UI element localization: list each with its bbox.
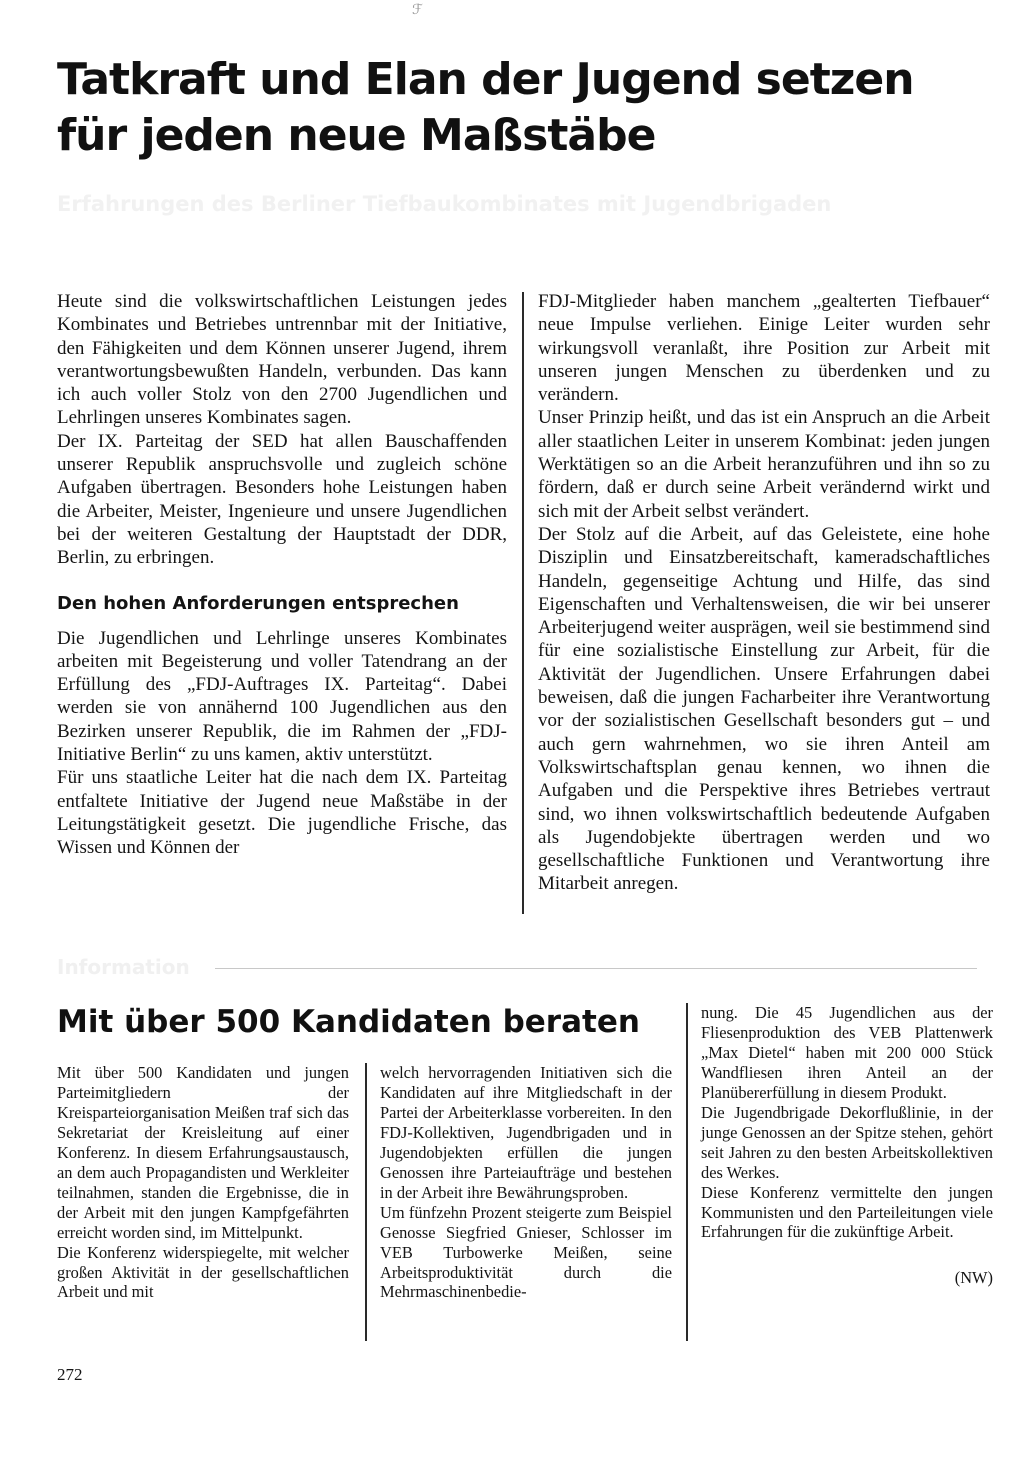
author-signature: (NW) (954, 1268, 993, 1288)
faded-section-label: Information (57, 955, 190, 979)
column-divider (365, 1063, 367, 1341)
paragraph: Für uns staatliche Leiter hat die nach dem IX. Parteitag entfaltete Initiative der Jugend neue Maßstäbe in der Leitungstätigkeit gesetzt. Die jugendliche Frische, das Wissen und Können der (57, 767, 507, 859)
page-number: 272 (57, 1365, 83, 1384)
faded-subtitle: Erfahrungen des Berliner Tiefbaukombinates mit Jugendbrigaden (57, 192, 832, 216)
paragraph: welch hervorragenden Initiativen sich die Kandidaten auf ihre Mitgliedschaft in der Partei der Arbeiterklasse vorbereiten. In den FDJ-Kollektiven, Jugendbrigaden und in Jugendobjekten erfüllen die jungen Genossen ihre Parteiaufträge und bestehen in der Arbeit ihre Bewährungsproben. (380, 1063, 672, 1202)
paragraph: Diese Konferenz vermittelte den jungen Kommunisten und den Parteileitungen viele Erfahrungen für die zukünftige Arbeit. (701, 1182, 993, 1242)
column-divider (686, 1003, 688, 1341)
paragraph: Heute sind die volkswirtschaftlichen Leistungen jedes Kombinates und Betriebes untrennbar mit der Initiative, den Fähigkeiten und dem Können unserer Jugend, ihrem verantwortungsbewußten Handeln, verbunden. Das kann ich auch voller Stolz von den 2700 Jugendlichen und Lehrlingen unseres Kombinates sagen. (57, 291, 507, 429)
paragraph: Die Konferenz widerspiegelte, mit welcher großen Aktivität in der gesellschaftlichen Arbeit und mit (57, 1242, 349, 1302)
section-subheading: Den hohen Anforderungen entsprechen (57, 592, 459, 614)
news-column-1 (57, 1063, 349, 1302)
news-column-2 (380, 1063, 672, 1302)
paragraph: nung. Die 45 Jugendlichen aus der Fliesenproduktion des VEB Plattenwerk „Max Dietel“ haben mit 200 000 Stück Wandfliesen ihren Anteil an der Planübererfüllung in diesem Produkt. (701, 1003, 993, 1102)
news-column-3 (701, 1003, 993, 1288)
ink-mark: ℱ (412, 2, 424, 18)
column-divider (522, 292, 524, 914)
article-column-left (57, 290, 507, 860)
article-headline: Tatkraft und Elan der Jugend setzen für jeden neue Maßstäbe (57, 54, 914, 161)
section-divider (215, 968, 977, 969)
paragraph: Der IX. Parteitag der SED hat allen Bauschaffenden unserer Republik anspruchsvolle und zugleich schöne Aufgaben übertragen. Besonders hohe Leistungen haben die Arbeiter, Meister, Ingenieure und unsere Jugendlichen bei der weiteren Gestaltung der Hauptstadt der DDR, Berlin, zu erbringen. (57, 430, 507, 569)
paragraph: Die Jugendlichen und Lehrlinge unseres Kombinates arbeiten mit Begeisterung und voller Tatendrang an der Erfüllung des „FDJ-Auftrages IX. Parteitag“. Dabei werden sie von annähernd 100 Jugendlichen aus den Bezirken unserer Republik, die im Rahmen der „FDJ-Initiative Berlin“ zu uns kamen, aktiv unterstützt. (57, 627, 507, 766)
news-headline: Mit über 500 Kandidaten beraten (57, 1004, 640, 1040)
paragraph: Unser Prinzip heißt, und das ist ein Anspruch an die Arbeit aller staatlichen Leiter in unserem Kombinat: jeden jungen Werktätigen so an die Arbeit heranzuführen und ihn so zu fördern, daß er durch seine Arbeit verändernd wirkt und sich mit der Arbeit selbst verändert. (538, 407, 990, 522)
paragraph: Mit über 500 Kandidaten und jungen Parteimitgliedern der Kreisparteiorganisation Meißen traf sich das Sekretariat der Kreisleitung auf einer Konferenz. In diesem Erfahrungsaustausch, an dem auch Propagandisten und Werkleiter teilnahmen, standen die Ergebnisse, die in der Arbeit mit den jungen Kampfgefährten erreicht worden sind, im Mittelpunkt. (57, 1063, 349, 1242)
paragraph: FDJ-Mitglieder haben manchem „gealterten Tiefbauer“ neue Impulse verliehen. Einige Leiter wurden sehr wirkungsvoll veranlaßt, ihre Position zur Arbeit mit unseren jungen Menschen zu überdenken und zu verändern. (538, 291, 990, 406)
article-column-right (538, 290, 990, 896)
paragraph: Um fünfzehn Prozent steigerte zum Beispiel Genosse Siegfried Gnieser, Schlosser im VEB Turbowerke Meißen, seine Arbeitsproduktivität durch die Mehrmaschinenbedie- (380, 1202, 672, 1302)
paragraph: Die Jugendbrigade Dekorflußlinie, in der junge Genossen an der Spitze stehen, gehört seit Jahren zu den besten Arbeitskollektiven des Werkes. (701, 1102, 993, 1182)
paragraph: Der Stolz auf die Arbeit, auf das Geleistete, eine hohe Disziplin und Einsatzbereitschaft, kameradschaftliches Handeln, gegenseitige Achtung und Hilfe, das sind Eigenschaften und Verhaltensweisen, die wir bei unserer Arbeiterjugend weiter ausprägen, weil sie bestimmend sind für eine sozialistische Einstellung zur Arbeit, für die Aktivität der Jugendlichen. Unsere Erfahrungen dabei beweisen, daß die jungen Facharbeiter ihre Verantwortung vor der sozialistischen Gesellschaft besonders gut – und auch gern wahrnehmen, wo sie ihren Anteil am Volkswirtschaftsplan genau kennen, wo ihnen die Aufgaben und die Perspektive ihres Betriebes vertraut sind, wo ihnen volkswirtschaftlich bedeutende Aufgaben als Jugendobjekte übertragen werden und wo gesellschaftliche Funktionen und Verantwortung ihre Mitarbeit anregen. (538, 523, 990, 895)
